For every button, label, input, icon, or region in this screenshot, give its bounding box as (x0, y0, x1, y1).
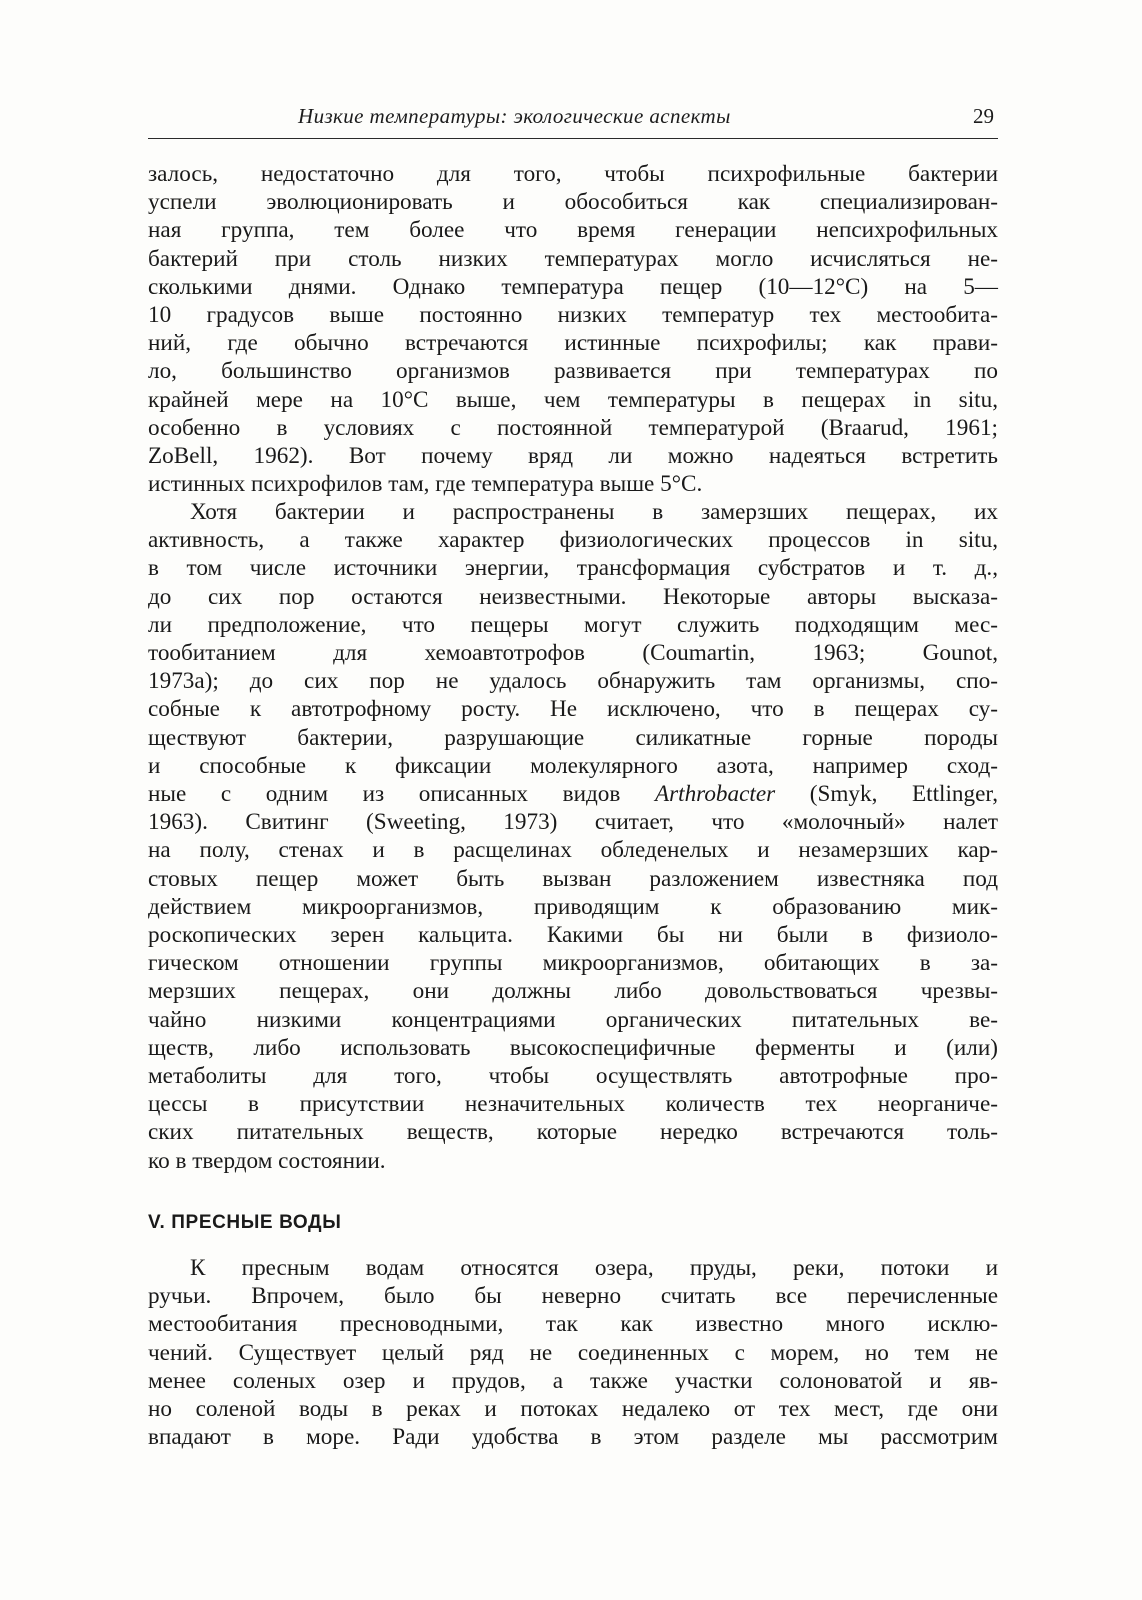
text-line: Хотя бактерии и распространены в замерзших пещерах, их (190, 499, 998, 525)
text-line: ко в твердом состоянии. (148, 1147, 386, 1174)
text-line: ZoBell, 1962). Вот почему вряд ли можно надеяться встретить (148, 443, 998, 470)
text-line: ные с одним из описанных видов Arthrobacter (Smyk, Ettlinger, (148, 781, 998, 808)
text-line: стовых пещер может быть вызван разложением известняка под (148, 865, 998, 892)
text-line: сколькими днями. Однако температура пещер (10—12°С) на 5— (148, 273, 998, 300)
text-line: цессы в присутствии незначительных количеств тех неорганиче- (148, 1091, 998, 1118)
text-line: ручьи. Впрочем, было бы неверно считать все перечисленные (148, 1283, 998, 1310)
text-line: активность, а также характер физиологических процессов in situ, (148, 527, 998, 554)
section-heading: V. ПРЕСНЫЕ ВОДЫ (148, 1212, 342, 1233)
text-line: чений. Существует целый ряд не соединенных с морем, но тем не (148, 1339, 998, 1366)
paragraph-caves (148, 498, 998, 1175)
running-header (148, 104, 998, 139)
text-line: истинных психрофилов там, где температура выше 5°С. (148, 471, 703, 498)
text-line: ная группа, тем более что время генерации непсихрофильных (148, 217, 998, 244)
text-line: собные к автотрофному росту. Не исключено, что в пещерах су- (148, 696, 998, 723)
text-line: на полу, стенах и в расщелинах обледенелых и незамерзших кар- (148, 837, 998, 864)
text-line: ществуют бактерии, разрушающие силикатные горные породы (148, 724, 998, 751)
text-line: 1963). Свитинг (Sweeting, 1973) считает, что «молочный» налет (148, 809, 998, 836)
text-line: успели эволюционировать и обособиться как специализирован- (148, 189, 998, 216)
text-line: и способные к фиксации молекулярного азота, например сход- (148, 752, 998, 779)
text-line: крайней мере на 10°С выше, чем температуры в пещерах in situ, (148, 386, 998, 413)
text-line: местообитания пресноводными, так как известно много исклю- (148, 1311, 998, 1338)
text-line: гическом отношении группы микроорганизмов, обитающих в за- (148, 950, 998, 977)
text-line: ществ, либо использовать высокоспецифичные ферменты и (или) (148, 1034, 998, 1061)
text-line: бактерий при столь низких температурах могло исчисляться не- (148, 245, 998, 272)
taxon-name: Arthrobacter (654, 781, 776, 808)
text-line: К пресным водам относятся озера, пруды, реки, потоки и (190, 1255, 998, 1281)
paragraph-fresh-waters (148, 1254, 998, 1451)
text-line: 10 градусов выше постоянно низких температур тех местообита- (148, 302, 998, 329)
text-line: роскопических зерен кальцита. Какими бы ни были в физиоло- (148, 922, 998, 949)
text-line: залось, недостаточно для того, чтобы психрофильные бактерии (148, 161, 998, 187)
text-line: менее соленых озер и прудов, а также участки солоноватой и яв- (148, 1367, 998, 1394)
page-number: 29 (973, 104, 994, 128)
text-line: ний, где обычно встречаются истинные психрофилы; как прави- (148, 330, 998, 357)
text-line: тообитанием для хемоавтотрофов (Coumartin, 1963; Gounot, (148, 640, 998, 667)
text-line: в том числе источники энергии, трансформация субстратов и т. д., (148, 555, 998, 582)
text-line: ских питательных веществ, которые нередко встречаются толь- (148, 1119, 998, 1146)
running-header-title: Низкие температуры: экологические аспекты (298, 104, 731, 128)
text-line: впадают в море. Ради удобства в этом разделе мы рассмотрим (148, 1424, 998, 1451)
text-line: метаболиты для того, чтобы осуществлять автотрофные про- (148, 1063, 998, 1090)
text-line: мерзших пещерах, они должны либо довольствоваться чрезвы- (148, 978, 998, 1005)
text-line: действием микроорганизмов, приводящим к образованию мик- (148, 893, 998, 920)
text-line: до сих пор остаются неизвестными. Некоторые авторы высказа- (148, 583, 998, 610)
text-line: 1973а); до сих пор не удалось обнаружить там организмы, спо- (148, 668, 998, 695)
text-line: ло, большинство организмов развивается при температурах по (148, 358, 998, 385)
paragraph-continuation (148, 160, 998, 498)
text-line: чайно низкими концентрациями органических питательных ве- (148, 1006, 998, 1033)
text-line: особенно в условиях с постоянной температурой (Braarud, 1961; (148, 414, 998, 441)
text-line: ли предположение, что пещеры могут служить подходящим мес- (148, 611, 998, 638)
text-line: но соленой воды в реках и потоках недалеко от тех мест, где они (148, 1396, 998, 1423)
